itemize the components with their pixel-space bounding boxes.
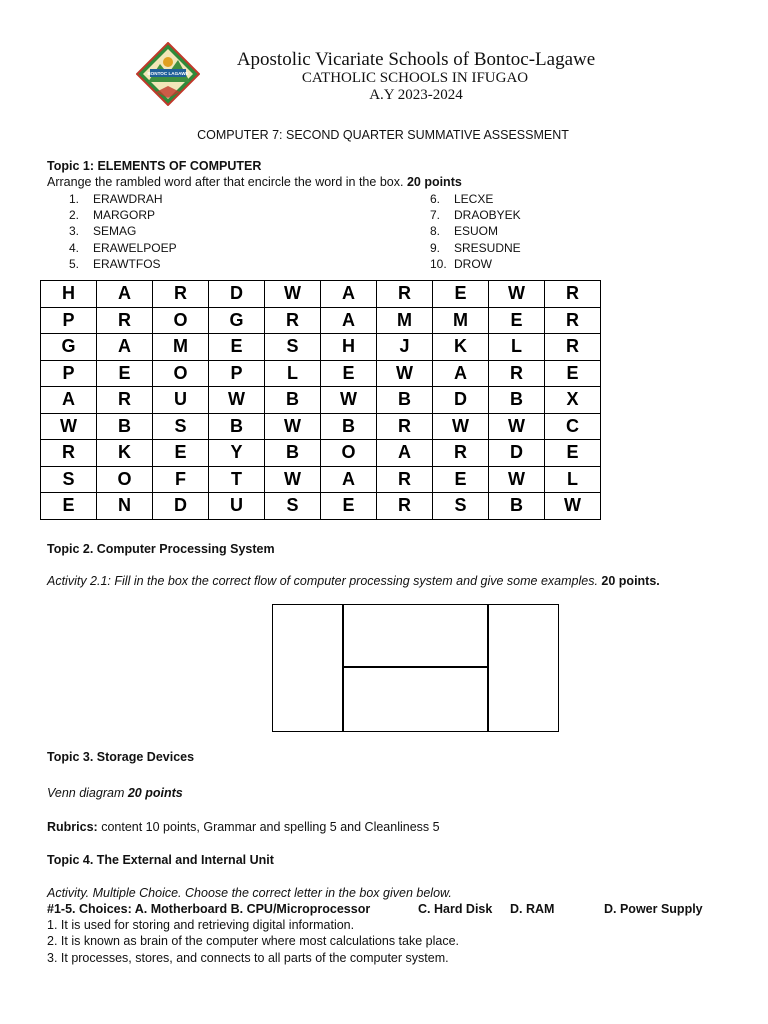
grid-row (41, 466, 601, 493)
grid-row (41, 360, 601, 387)
list-item: 6. LECXE (430, 192, 494, 206)
rubrics-text: content 10 points, Grammar and spelling 5 and Cleanliness 5 (101, 820, 440, 834)
output-box[interactable] (487, 604, 559, 732)
topic2-points: 20 points. (601, 574, 660, 588)
list-item: 8. ESUOM (430, 224, 499, 239)
grid-cell[interactable]: O (97, 466, 153, 493)
topic2-heading: Topic 2. Computer Processing System (47, 542, 275, 556)
grid-cell[interactable]: P (209, 360, 265, 387)
question-1: 1. It is used for storing and retrieving digital information. (47, 918, 355, 932)
grid-cell[interactable]: R (545, 307, 601, 334)
grid-cell[interactable]: R (377, 466, 433, 493)
grid-cell[interactable]: J (377, 334, 433, 361)
grid-cell[interactable]: A (321, 307, 377, 334)
grid-cell[interactable]: B (489, 493, 545, 520)
topic2-activity-text: Activity 2.1: Fill in the box the correct flow of computer processing system and give some examples. (47, 574, 598, 588)
grid-cell[interactable]: L (489, 334, 545, 361)
grid-cell[interactable]: R (377, 413, 433, 440)
grid-cell[interactable]: R (97, 387, 153, 414)
choices-lead: #1-5. Choices: A. Motherboard B. CPU/Microprocessor (47, 902, 371, 916)
topic4-heading: Topic 4. The External and Internal Unit (47, 853, 274, 867)
scrambled-list-right (430, 191, 521, 272)
list-item: 7. DRAOBYEK (430, 208, 521, 223)
grid-cell[interactable]: T (209, 466, 265, 493)
grid-cell[interactable]: B (377, 387, 433, 414)
choice-c: C. Hard Disk (418, 902, 493, 916)
grid-cell[interactable]: R (153, 281, 209, 308)
grid-cell[interactable]: R (433, 440, 489, 467)
grid-cell[interactable]: B (97, 413, 153, 440)
school-name: Apostolic Vicariate Schools of Bontoc-Lagawe (236, 49, 596, 70)
storage-box[interactable] (342, 666, 489, 732)
grid-cell[interactable]: O (321, 440, 377, 467)
grid-cell[interactable]: E (489, 307, 545, 334)
grid-cell[interactable]: H (321, 334, 377, 361)
grid-row (41, 493, 601, 520)
grid-cell[interactable]: A (97, 334, 153, 361)
grid-cell[interactable]: A (97, 281, 153, 308)
grid-cell[interactable]: A (41, 387, 97, 414)
grid-cell[interactable]: W (265, 281, 321, 308)
venn-line (47, 785, 183, 801)
venn-points: 20 points (127, 786, 183, 800)
topic3-heading: Topic 3. Storage Devices (47, 750, 195, 764)
assessment-title: COMPUTER 7: SECOND QUARTER SUMMATIVE ASSESSMENT (197, 128, 569, 142)
grid-cell[interactable]: D (209, 281, 265, 308)
grid-cell[interactable]: M (153, 334, 209, 361)
logo-text: BONTOC LAGAWE (147, 71, 189, 76)
grid-cell[interactable]: W (489, 413, 545, 440)
grid-cell[interactable]: B (489, 387, 545, 414)
grid-cell[interactable]: E (153, 440, 209, 467)
grid-row (41, 334, 601, 361)
grid-cell[interactable]: P (41, 360, 97, 387)
grid-cell[interactable]: W (265, 466, 321, 493)
grid-cell[interactable]: W (377, 360, 433, 387)
grid-cell[interactable]: R (545, 281, 601, 308)
grid-cell[interactable]: R (545, 334, 601, 361)
grid-cell[interactable]: E (321, 493, 377, 520)
grid-cell[interactable]: C (545, 413, 601, 440)
grid-cell[interactable]: S (41, 466, 97, 493)
grid-cell[interactable]: F (153, 466, 209, 493)
grid-cell[interactable]: E (545, 440, 601, 467)
grid-cell[interactable]: O (153, 307, 209, 334)
choice-d: D. RAM (510, 902, 555, 916)
grid-cell[interactable]: R (489, 360, 545, 387)
grid-cell[interactable]: E (321, 360, 377, 387)
grid-cell[interactable]: E (97, 360, 153, 387)
grid-cell[interactable]: W (321, 387, 377, 414)
grid-cell[interactable]: M (377, 307, 433, 334)
grid-cell[interactable]: E (433, 281, 489, 308)
topic1-instruction (47, 174, 462, 190)
question-3: 3. It processes, stores, and connects to all parts of the computer system. (47, 951, 449, 965)
question-2: 2. It is known as brain of the computer where most calculations take place. (47, 934, 460, 948)
list-item: 1. ERAWDRAH (69, 192, 163, 206)
school-logo (136, 42, 200, 106)
school-subtitle: CATHOLIC SCHOOLS IN IFUGAO (301, 70, 529, 86)
topic1-instruction-text: Arrange the rambled word after that encircle the word in the box. (47, 175, 404, 189)
grid-cell[interactable]: W (41, 413, 97, 440)
grid-cell[interactable]: R (377, 493, 433, 520)
grid-cell[interactable]: W (433, 413, 489, 440)
grid-row (41, 307, 601, 334)
grid-row (41, 413, 601, 440)
grid-cell[interactable]: W (489, 281, 545, 308)
academic-year: A.Y 2023-2024 (369, 87, 463, 103)
grid-cell[interactable]: K (433, 334, 489, 361)
grid-cell[interactable]: B (265, 440, 321, 467)
rubrics-label: Rubrics: (47, 820, 98, 834)
scrambled-list-left (69, 191, 177, 272)
choice-e: D. Power Supply (604, 902, 703, 916)
topic1-points: 20 points (406, 175, 462, 189)
input-box[interactable] (272, 604, 344, 732)
grid-cell[interactable]: W (265, 413, 321, 440)
process-box[interactable] (342, 604, 489, 668)
grid-cell[interactable]: G (41, 334, 97, 361)
list-item: 9. SRESUDNE (430, 240, 521, 255)
grid-cell[interactable]: R (265, 307, 321, 334)
grid-cell[interactable]: E (433, 466, 489, 493)
grid-cell[interactable]: W (489, 466, 545, 493)
grid-cell[interactable]: W (209, 387, 265, 414)
word-search-grid (40, 280, 601, 520)
list-item: 2. MARGORP (69, 208, 156, 223)
topic2-activity (47, 573, 660, 589)
grid-cell[interactable]: U (209, 493, 265, 520)
grid-cell[interactable]: G (209, 307, 265, 334)
grid-cell[interactable]: U (153, 387, 209, 414)
grid-cell[interactable]: A (377, 440, 433, 467)
grid-cell[interactable]: L (265, 360, 321, 387)
grid-cell[interactable]: A (321, 466, 377, 493)
grid-cell[interactable]: B (209, 413, 265, 440)
grid-cell[interactable]: B (321, 413, 377, 440)
list-item: 5. ERAWTFOS (69, 256, 161, 271)
grid-cell[interactable]: A (433, 360, 489, 387)
grid-cell[interactable]: K (97, 440, 153, 467)
grid-cell[interactable]: S (153, 413, 209, 440)
grid-cell[interactable]: R (377, 281, 433, 308)
grid-cell[interactable]: D (153, 493, 209, 520)
venn-label: Venn diagram (47, 786, 125, 800)
list-item: 10. DROW (430, 256, 492, 271)
grid-cell[interactable]: H (41, 281, 97, 308)
grid-cell[interactable]: B (265, 387, 321, 414)
grid-cell[interactable]: M (433, 307, 489, 334)
grid-cell[interactable]: E (545, 360, 601, 387)
grid-cell[interactable]: W (545, 493, 601, 520)
topic1-heading: Topic 1: ELEMENTS OF COMPUTER (47, 159, 262, 173)
grid-row (41, 281, 601, 308)
rubrics-line (47, 819, 440, 835)
grid-cell[interactable]: E (209, 334, 265, 361)
grid-cell[interactable]: L (545, 466, 601, 493)
grid-cell[interactable]: X (545, 387, 601, 414)
grid-cell[interactable]: S (265, 334, 321, 361)
grid-cell[interactable]: D (433, 387, 489, 414)
grid-cell[interactable]: D (489, 440, 545, 467)
grid-cell[interactable]: E (41, 493, 97, 520)
list-item: 4. ERAWELPOEP (69, 240, 177, 255)
grid-row (41, 440, 601, 467)
topic4-activity: Activity. Multiple Choice. Choose the correct letter in the box given below. (47, 886, 452, 900)
grid-cell[interactable]: A (321, 281, 377, 308)
grid-cell[interactable]: P (41, 307, 97, 334)
grid-cell[interactable]: R (97, 307, 153, 334)
grid-cell[interactable]: S (265, 493, 321, 520)
grid-cell[interactable]: O (153, 360, 209, 387)
grid-cell[interactable]: S (433, 493, 489, 520)
grid-row (41, 387, 601, 414)
grid-cell[interactable]: Y (209, 440, 265, 467)
grid-cell[interactable]: N (97, 493, 153, 520)
grid-cell[interactable]: R (41, 440, 97, 467)
list-item: 3. SEMAG (69, 224, 137, 239)
